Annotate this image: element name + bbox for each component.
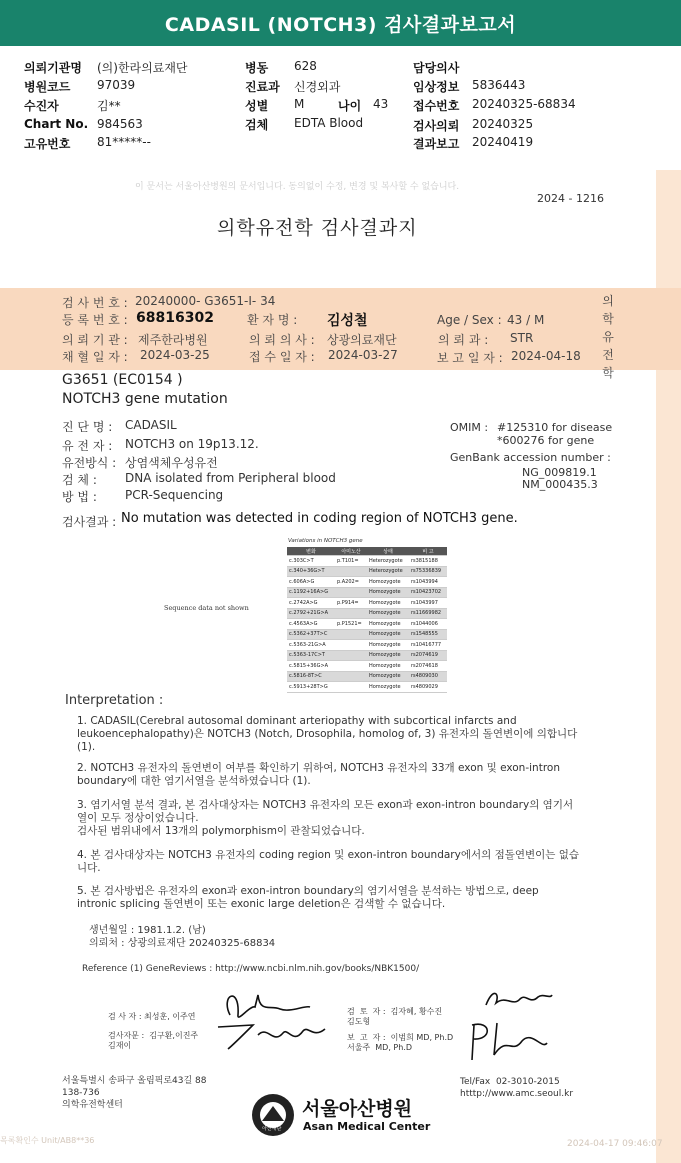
footer-right: 2024-04-17 09:46:07 [567, 1139, 663, 1149]
field-value: 상염색체우성유전 [125, 456, 218, 470]
interpretation-item: 5. 본 검사방법은 유전자의 exon과 exon-intron boundary의 염기서열을 분석하는 방법으로, deep intronic splicing 돌연변이 또는 exonic large deletion은 검색할 수 없습니다. [77, 885, 539, 910]
variant-cell: c.5816-8T>C [287, 671, 335, 682]
variant-cell: c.2792+21G>A [287, 608, 335, 619]
band-value: 2024-03-27 [328, 348, 398, 362]
band-key: 의 뢰 과 : [438, 333, 489, 347]
variant-table [287, 547, 447, 693]
variant-row [287, 587, 447, 598]
info-key: 접수번호 [413, 99, 460, 113]
reference: Reference (1) GeneReviews : http://www.ncbi.nlm.nih.gov/books/NBK1500/ [82, 964, 420, 974]
band-value: 20240000- G3651-I- 34 [135, 294, 276, 308]
result-label: 검사결과 : [62, 515, 117, 529]
interpretation-item: 3. 염기서열 분석 결과, 본 검사대상자는 NOTCH3 유전자의 모든 exon과 exon-intron boundary의 염기서 열이 모두 정상이었습니다. 검사된 범위내에서 13개의 polymorphism이 관찰되었습니다. [77, 799, 574, 837]
variant-header: 비 고 [409, 547, 447, 556]
field-value: CADASIL [125, 418, 177, 432]
variant-cell: rs1548555 [409, 629, 447, 640]
band-value: 43 / M [507, 313, 545, 327]
omim-disease: #125310 for disease [497, 421, 613, 434]
variant-row [287, 671, 447, 682]
signature-reviewer [478, 985, 558, 1015]
patient-band [0, 288, 681, 370]
variant-cell: c.5363-21G>A [287, 640, 335, 651]
examiner-label: 검 사 자 : 최성훈, 이주연 [108, 1012, 196, 1021]
variant-cell: p.P914= [335, 598, 367, 609]
variant-cell: rs10416777 [409, 640, 447, 651]
address: 서울특별시 송파구 올림픽로43길 88 138-736 의학유전학센터 [62, 1076, 207, 1110]
band-value: 제주한라병원 [138, 333, 208, 347]
variant-row [287, 577, 447, 588]
variant-cell: Heterozygote [367, 556, 409, 567]
variant-cell: rs10423702 [409, 587, 447, 598]
info-value: 5836443 [472, 78, 526, 92]
variant-cell: Homozygote [367, 598, 409, 609]
band-key: 의 뢰 기 관 : [62, 333, 128, 347]
band-value: 2024-04-18 [511, 349, 581, 363]
variant-row [287, 650, 447, 661]
variant-cell: c.5913+28T>G [287, 682, 335, 693]
genbank-ng: NG_009819.1 [522, 466, 597, 479]
variant-cell: Homozygote [367, 671, 409, 682]
footer-left: 목록확인수 Unit/AB8**36 [0, 1136, 95, 1145]
info-value: M [294, 97, 305, 111]
info-key: 수진자 [24, 99, 59, 113]
band-key: 의 뢰 의 사 : [249, 333, 315, 347]
variant-cell: rs4809030 [409, 671, 447, 682]
band-side-char: 전 [602, 348, 614, 362]
variant-cell: Homozygote [367, 629, 409, 640]
variant-cell: c.1192+16A>G [287, 587, 335, 598]
watermark-text: 이 문서는 서울아산병원의 문서입니다. 동의없이 수정, 변경 및 복사할 수 없습니다. [135, 182, 460, 192]
result-text: No mutation was detected in coding region of NOTCH3 gene. [121, 511, 518, 526]
variant-cell: rs2074618 [409, 661, 447, 672]
variant-cell [335, 682, 367, 693]
info-value: (의)한라의료재단 [97, 61, 188, 75]
info-key: 의뢰기관명 [24, 61, 82, 75]
interpretation-item: 2. NOTCH3 유전자의 돌연변이 여부를 확인하기 위하여, NOTCH3 유전자의 33개 exon 및 exon-intron boundary에 대한 염기서열을 분석하였습니다 (1). [77, 762, 560, 787]
variant-cell: c.5363-17C>T [287, 650, 335, 661]
variant-cell: Homozygote [367, 619, 409, 630]
variant-row [287, 629, 447, 640]
variant-cell: p.P1521= [335, 619, 367, 630]
signature-advisor [213, 1015, 333, 1055]
variant-cell: p.T101= [335, 556, 367, 567]
genbank-label: GenBank accession number : [450, 451, 611, 464]
info-key: 병원코드 [24, 80, 71, 94]
variant-row [287, 661, 447, 672]
variant-header: 변화 [287, 547, 335, 556]
band-value: 김성철 [327, 313, 368, 329]
genbank-nm: NM_000435.3 [522, 478, 598, 491]
variant-cell [335, 566, 367, 577]
info-key: 결과보고 [413, 137, 460, 151]
info-key: 담당의사 [413, 61, 460, 75]
field-key: 방 법 : [62, 490, 97, 504]
info-key: 성별 [245, 99, 269, 113]
variant-cell: rs75336839 [409, 566, 447, 577]
interpretation-item: 1. CADASIL(Cerebral autosomal dominant arteriopathy with subcortical infarcts and leukoencephalopathy)은 NOTCH3 (Notch, Drosophila, homolog of, 3) 유전자의 돌연변이에 의합니다 (1). [77, 715, 578, 753]
variant-table-title: Variations in NOTCH3 gene [288, 538, 363, 544]
variant-row [287, 566, 447, 577]
band-key: 보 고 일 자 : [437, 351, 503, 365]
info-key: 검사의뢰 [413, 119, 460, 133]
contact: Tel/Fax 02-3010-2015 htttp://www.amc.seoul.kr [460, 1077, 574, 1099]
test-name: NOTCH3 gene mutation [62, 391, 228, 407]
variant-cell: Homozygote [367, 650, 409, 661]
variant-header: 상태 [367, 547, 409, 556]
variant-cell: Homozygote [367, 682, 409, 693]
info-value: 628 [294, 59, 317, 73]
variant-cell [335, 671, 367, 682]
omim-label: OMIM : [450, 421, 489, 434]
variant-row [287, 640, 447, 651]
omim-gene: *600276 for gene [497, 434, 595, 447]
band-key: 환 자 명 : [247, 313, 298, 327]
info-key: 병동 [245, 61, 269, 75]
info-value: EDTA Blood [294, 116, 364, 130]
info-value: 김** [97, 99, 121, 113]
test-code: G3651 (EC0154 ) [62, 372, 183, 388]
info-key: 검체 [245, 118, 269, 132]
variant-cell: rs4809029 [409, 682, 447, 693]
info-value: 984563 [97, 117, 143, 131]
requester: 의뢰처 : 상광의료재단 20240325-68834 [89, 938, 276, 949]
variant-cell: Homozygote [367, 608, 409, 619]
field-value: NOTCH3 on 19p13.12. [125, 437, 259, 451]
variant-cell: Homozygote [367, 640, 409, 651]
variant-cell: c.606A>G [287, 577, 335, 588]
band-side-char: 의 [602, 294, 614, 308]
variant-cell: rs2074619 [409, 650, 447, 661]
info-value: 20240325-68834 [472, 97, 576, 111]
band-value: 68816302 [136, 310, 214, 326]
hospital-name-en: Asan Medical Center [303, 1120, 431, 1133]
reviewer-label: 검 토 자 : 김자혜, 황수진 김도형 [347, 1007, 443, 1026]
band-key: 접 수 일 자 : [249, 350, 315, 364]
band-side-char: 학 [602, 366, 614, 380]
variant-cell [335, 640, 367, 651]
variant-cell: c.5362+37T>C [287, 629, 335, 640]
field-key: 유전방식 : [62, 456, 117, 470]
info-value: 신경외과 [294, 80, 341, 94]
document-number: 2024 - 1216 [537, 192, 604, 205]
variant-row [287, 598, 447, 609]
band-key: 등 록 번 호 : [62, 313, 128, 327]
variant-cell: Heterozygote [367, 566, 409, 577]
info-key: 진료과 [245, 80, 280, 94]
info-key: 나이 [338, 99, 362, 113]
info-value: 20240325 [472, 117, 534, 131]
info-key: 임상정보 [413, 80, 460, 94]
variant-cell [335, 608, 367, 619]
variant-cell: c.303C>T [287, 556, 335, 567]
band-key: 검 사 번 호 : [62, 296, 128, 310]
variant-cell [335, 650, 367, 661]
band-key: 채 혈 일 자 : [62, 350, 128, 364]
field-value: DNA isolated from Peripheral blood [125, 471, 336, 485]
variant-cell: rs1043997 [409, 598, 447, 609]
hospital-name-kr: 서울아산병원 [302, 1098, 413, 1120]
field-key: 유 전 자 : [62, 439, 113, 453]
info-key: Chart No. [24, 117, 89, 131]
document-title: 의학유전학 검사결과지 [217, 217, 418, 239]
field-key: 진 단 명 : [62, 420, 113, 434]
variant-cell: Homozygote [367, 587, 409, 598]
variant-cell: rs1043994 [409, 577, 447, 588]
variant-cell: Homozygote [367, 577, 409, 588]
sequence-note: Sequence data not shown [164, 604, 249, 612]
band-value: 2024-03-25 [140, 348, 210, 362]
band-side-char: 학 [602, 312, 614, 326]
variant-cell: rs3815188 [409, 556, 447, 567]
variant-cell: Homozygote [367, 661, 409, 672]
field-key: 검 체 : [62, 473, 97, 487]
info-value: 43 [373, 97, 389, 111]
variant-cell: c.2742A>G [287, 598, 335, 609]
advisor-label: 검사자문 : 김구환,이진주 김재이 [108, 1031, 199, 1050]
band-key: Age / Sex : [437, 313, 502, 327]
variant-cell: p.A202= [335, 577, 367, 588]
interpretation-item: 4. 본 검사대상자는 NOTCH3 유전자의 coding region 및 exon-intron boundary에서의 점돌연변이는 없습 니다. [77, 849, 580, 874]
info-key: 고유번호 [24, 137, 71, 151]
info-value: 81*****-- [97, 135, 151, 149]
band-value: STR [510, 331, 534, 345]
logo-inner-text: 아산재단 [262, 1126, 282, 1132]
signature-reporter [462, 1015, 552, 1065]
variant-row [287, 619, 447, 630]
reporter-label: 보 고 자 : 이범희 MD, Ph.D 서울주 MD, Ph.D [347, 1033, 454, 1052]
interpretation-title: Interpretation : [65, 693, 164, 708]
variant-cell: rs11669982 [409, 608, 447, 619]
info-value: 97039 [97, 78, 136, 92]
birth-date: 생년월일 : 1981.1.2. (남) [89, 925, 206, 936]
variant-cell: c.340+36G>T [287, 566, 335, 577]
band-side-label [601, 292, 615, 382]
variant-row [287, 682, 447, 693]
field-value: PCR-Sequencing [125, 488, 224, 502]
variant-row [287, 556, 447, 567]
info-value: 20240419 [472, 135, 534, 149]
band-value: 상광의료재단 [327, 333, 397, 347]
variant-cell: rs1044006 [409, 619, 447, 630]
variant-cell: c.4563A>G [287, 619, 335, 630]
band-side-char: 유 [602, 330, 614, 344]
variant-row [287, 608, 447, 619]
patient-info-grid [0, 0, 681, 160]
report-title: CADASIL (NOTCH3) 검사결과보고서 [164, 13, 517, 36]
variant-cell [335, 587, 367, 598]
variant-cell [335, 629, 367, 640]
variant-cell: c.5815+36G>A [287, 661, 335, 672]
variant-header: 아미노산 [335, 547, 367, 556]
variant-cell [335, 661, 367, 672]
